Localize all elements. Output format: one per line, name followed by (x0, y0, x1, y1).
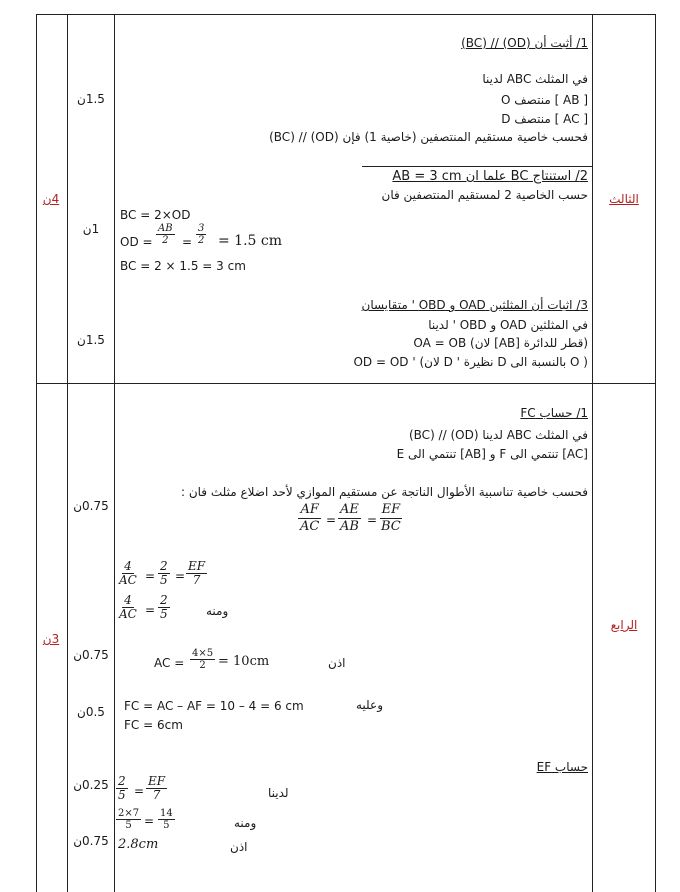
grade-cell: 1ن (82, 222, 100, 236)
equals-sign: = (145, 603, 156, 617)
fraction (298, 502, 321, 535)
fraction-numerator: 4 (124, 593, 132, 607)
fraction-numerator: EF (188, 559, 206, 573)
grade-cell: 0.5ن (77, 705, 105, 719)
text-line: OA = OB (لان [AB] قطر للدائرة) (413, 336, 588, 350)
fraction-numerator: 4×5 (192, 648, 214, 659)
fraction (158, 560, 170, 587)
math-line: BC = 2 × 1.5 = 3 cm (120, 259, 246, 273)
math-line: = 1.5 cm (218, 233, 283, 249)
fraction-denominator: AC (119, 607, 137, 621)
section-points-fourth: 3ن (42, 632, 60, 646)
fraction (117, 560, 139, 587)
fraction-numerator: 4 (124, 559, 132, 573)
border-right (655, 14, 656, 892)
fraction-numerator: 2 (160, 559, 168, 573)
fraction (146, 775, 167, 802)
fraction-numerator: EF (148, 774, 166, 788)
text-line: في المثلث ABC لدينا (OD) // (BC) (408, 428, 588, 442)
grade-cell: 0.75ن (73, 834, 109, 848)
grade-cell: 0.75ن (73, 648, 109, 662)
text-line: اذن (230, 840, 248, 854)
row-divider (36, 383, 656, 384)
fraction-numerator: AB (158, 223, 173, 234)
fraction (158, 594, 170, 621)
equals-sign: = (367, 513, 378, 527)
fraction-denominator: 5 (160, 573, 168, 587)
fraction-denominator: AB (340, 519, 359, 534)
equals-sign: = (145, 569, 156, 583)
fraction-numerator: 14 (160, 808, 173, 819)
math-line: OD = (120, 235, 153, 249)
math-line: BC = 2×OD (120, 208, 191, 222)
fraction (379, 502, 403, 535)
text-line: ومنه (206, 604, 229, 618)
question-title: 1/ أثبت أن (OD) // (BC) (461, 36, 588, 50)
math-line: FC = 6cm (124, 718, 183, 732)
text-line: ومنه (234, 816, 257, 830)
fraction-denominator: 7 (152, 788, 161, 802)
fraction-numerator: 2 (160, 593, 168, 607)
row-label-third: الثالث (609, 192, 639, 206)
fraction-denominator: 2 (199, 660, 206, 671)
fraction-numerator: 2 (118, 774, 126, 788)
text-line: O منتصف [ AB ] (500, 93, 588, 107)
fraction-denominator: 5 (163, 820, 170, 831)
equals-sign: = (144, 814, 155, 828)
border-top (36, 14, 656, 15)
fraction (338, 502, 361, 535)
fraction-denominator: 7 (192, 573, 201, 587)
equals-sign: = (175, 569, 186, 583)
fraction-denominator: 5 (125, 820, 132, 831)
fraction (158, 808, 175, 831)
fraction (116, 808, 141, 831)
fraction (196, 223, 206, 246)
border-col1 (67, 14, 68, 892)
question-title: 1/ حساب FC (520, 406, 588, 420)
grade-cell: 0.25ن (73, 778, 109, 792)
question-title: 2/ استنتاج BC علما ان AB = 3 cm (392, 169, 588, 184)
fraction-denominator: 5 (118, 788, 126, 802)
fraction-denominator: BC (381, 519, 401, 534)
equals-sign: = (326, 513, 337, 527)
fraction (186, 560, 207, 587)
fraction-numerator: 3 (198, 223, 205, 234)
fraction (116, 775, 128, 802)
section-points-third: 4ن (42, 192, 60, 206)
fraction-denominator: AC (119, 573, 137, 587)
math-line: AC = (154, 656, 185, 670)
grade-cell: 1.5ن (77, 92, 105, 106)
fraction (156, 223, 175, 246)
text-line: D منتصف [ AC ] (501, 112, 588, 126)
grade-cell: 0.75ن (73, 499, 109, 513)
text-line: في المثلث ABC لدينا (482, 72, 588, 86)
border-col2 (114, 14, 115, 892)
text-line: فحسب خاصية مستقيم المنتصفين (خاصية 1) فإن (OD) // (BC) (269, 130, 588, 144)
text-line: في المثلثين OAD و OBD ' لدينا (428, 318, 588, 332)
fraction-denominator: AC (300, 519, 320, 534)
equals-sign: = (134, 784, 145, 798)
row-label-fourth: الرابع (610, 618, 638, 632)
equals-sign: = (182, 235, 193, 249)
text-line: حسب الخاصية 2 لمستقيم المنتصفين فان (381, 188, 588, 202)
border-col3 (592, 14, 593, 892)
fraction-numerator: AF (300, 502, 319, 517)
text-line: E تنتمي الى [AB] و F تنتمي الى [AC] (396, 447, 588, 461)
fraction-denominator: 2 (198, 235, 205, 246)
question-title: حساب EF (536, 760, 588, 774)
text-line: وعليه (356, 698, 383, 712)
question-title: 3/ اثبات أن المثلثين OAD و OBD ' متقايسان (361, 298, 588, 312)
grade-cell: 1.5ن (77, 333, 105, 347)
text-line: اذن (328, 656, 346, 670)
fraction-numerator: 2×7 (118, 808, 140, 819)
divider (362, 166, 592, 167)
border-left (36, 14, 37, 892)
text-line: فحسب خاصية تناسبية الأطوال الناتجة عن مستقيم الموازي لأحد اضلاع مثلث فان : (180, 485, 588, 499)
fraction-denominator: 5 (160, 607, 168, 621)
text-line: OD = OD ' (لان D ' نظيرة D بالنسبة الى O ) (353, 355, 588, 369)
text-line: لدينا (268, 786, 289, 800)
fraction-numerator: EF (381, 502, 401, 517)
fraction (190, 648, 215, 671)
fraction-numerator: AE (340, 502, 359, 517)
math-line: = 10cm (218, 654, 270, 669)
math-line: FC = AC – AF = 10 – 4 = 6 cm (124, 699, 304, 713)
fraction (117, 594, 139, 621)
fraction-denominator: 2 (162, 235, 169, 246)
result-value: 2.8cm (118, 837, 159, 852)
